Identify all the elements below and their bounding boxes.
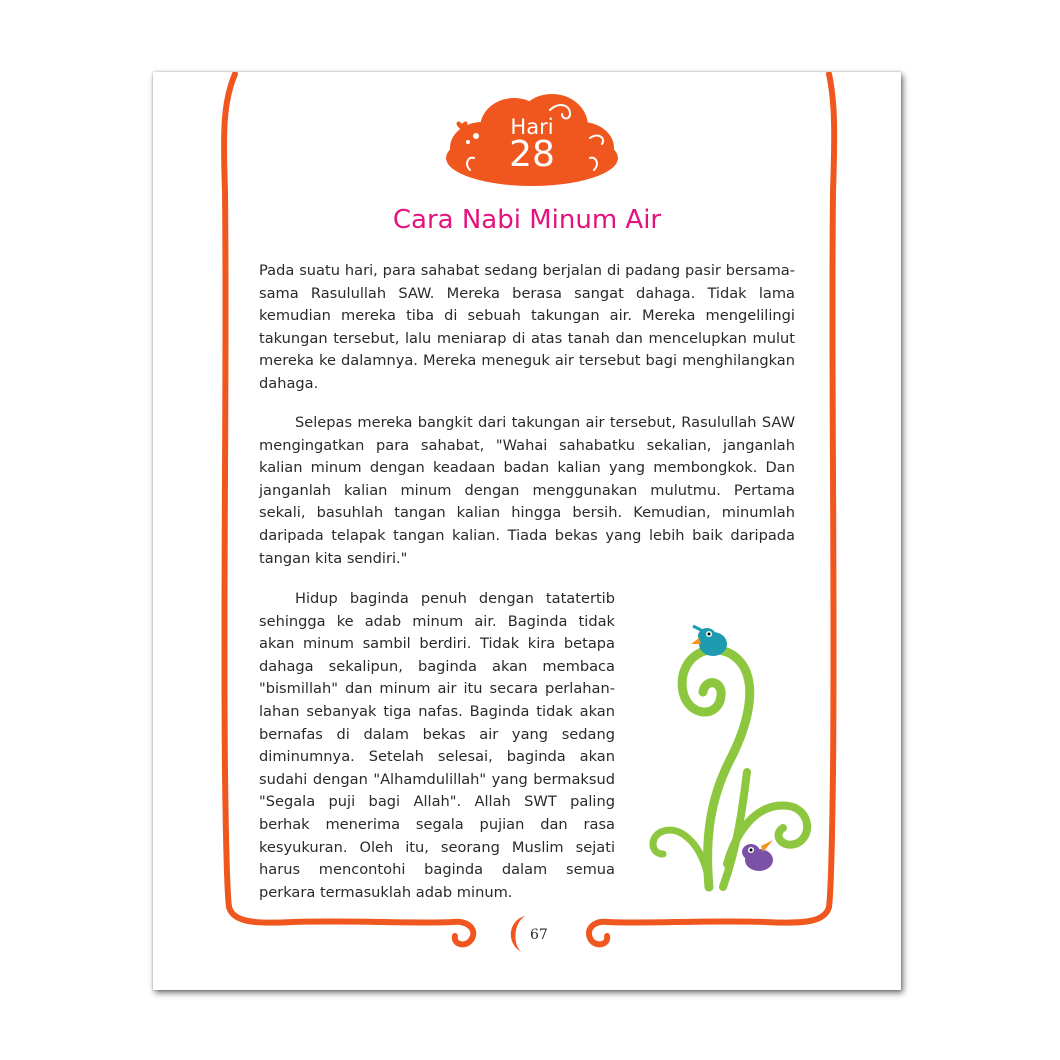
- page-number: 67: [530, 927, 548, 943]
- paragraph-1: Pada suatu hari, para sahabat sedang berjalan di padang pasir bersama-sama Rasulullah SAW. Mereka berasa sangat dahaga. Tidak lama kemudian mereka tiba di sebuah takungan air. Mereka mengelilingi takungan tersebut, lalu meniarap di atas tanah dan mencelupkan mulut mereka ke dalamnya. Mereka meneguk air tersebut bagi menghilangkan dahaga.: [259, 262, 795, 392]
- badge-day-number: 28: [509, 134, 555, 175]
- vine-with-birds-illustration: [643, 602, 823, 892]
- purple-bird-icon: [742, 840, 773, 871]
- book-page: [153, 72, 901, 990]
- crescent-moon-icon: [505, 914, 529, 954]
- paragraph-2: Selepas mereka bangkit dari takungan air tersebut, Rasulullah SAW mengingatkan para sahabat, "Wahai sahabatku sekalian, janganlah kalian minum dengan keadaan badan kalian yang membongkok. Dan janganlah kalian minum dengan menggunakan mulutmu. Pertama sekali, basuhlah tangan kalian hingga bersih. Kemudian, minumlah daripada telapak tangan kalian. Tiada bekas yang lebih baik daripada tangan kita sendiri.": [259, 414, 795, 567]
- paragraph-3: Hidup baginda penuh dengan tatatertib sehingga ke adab minum air. Baginda tidak akan minum sambil berdiri. Tidak kira betapa dahaga sekalipun, baginda akan membaca "bismillah" dan minum air itu secara perlahan-lahan sebanyak tiga nafas. Baginda tidak akan bernafas di dalam bekas air yang sedang diminumnya. Setelah selesai, baginda akan sudahi dengan "Alhamdulillah" yang bermaksud "Segala puji bagi Allah". Allah SWT paling berhak menerima segala pujian dan rasa kesyukuran. Oleh itu, seorang Muslim sejati harus mencontohi baginda dalam semua perkara termasuklah adab minum.: [259, 590, 615, 901]
- story-title: Cara Nabi Minum Air: [392, 205, 662, 235]
- badge-day-label: Hari: [510, 115, 554, 139]
